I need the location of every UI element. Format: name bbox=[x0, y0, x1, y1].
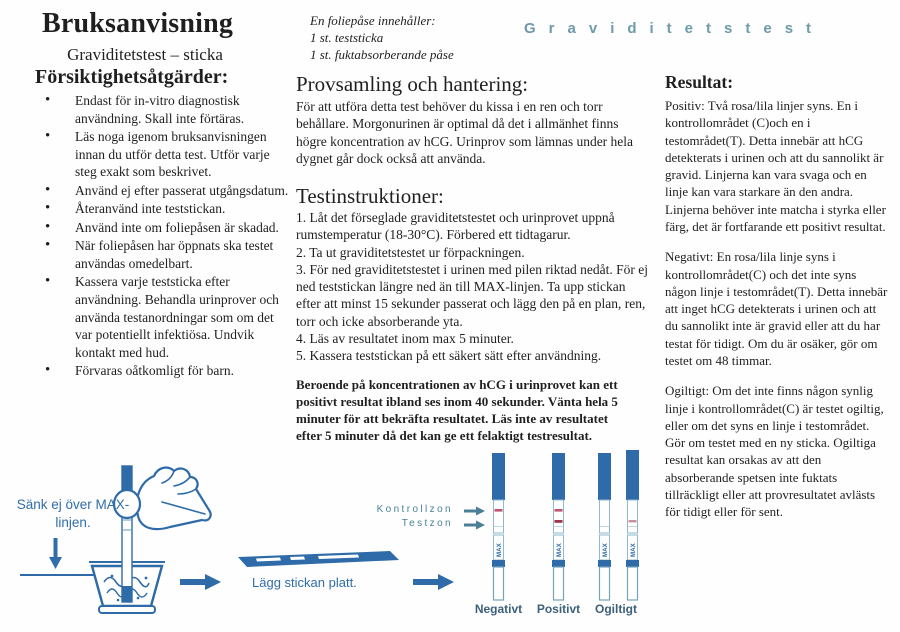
brand-wordmark: Graviditetstest bbox=[524, 20, 825, 37]
dipped-stick-illustration bbox=[122, 466, 132, 602]
right-arrow-icon bbox=[413, 574, 454, 590]
instruction-step: 3. För ned graviditetstestet i urinen med pilen riktad nedåt. För ej ned teststickan längre ned än till MAX-linjen. Ta upp stickan efter att minst 15 sekunder passerat och lägg den på en plan, ren, torr och icke absorberande yta. bbox=[296, 261, 649, 329]
results-section bbox=[665, 72, 889, 533]
package-contents-item: 1 st. teststicka bbox=[310, 30, 384, 46]
control-zone-arrow-icon bbox=[464, 507, 485, 516]
precautions-section bbox=[35, 66, 289, 381]
max-text: MAX bbox=[602, 543, 609, 557]
result-invalid-text: Ogiltigt: Om det inte finns någon synlig linje i kontrollområdet(C) är testet ogiltig, eller om det syns en linje i testområdet. Gör om testet med en ny sticka. Ogiltiga resultat kan orsakas av att den absorberande spetsen inte fuktats tillräckligt eller att provresultatet avlästs för tidigt eller för sent. bbox=[665, 383, 884, 520]
list-item: • Använd ej efter passerat utgångsdatum. bbox=[35, 182, 289, 200]
max-text: MAX bbox=[496, 543, 503, 557]
results-heading: Resultat: bbox=[665, 72, 734, 92]
flat-stick-illustration bbox=[238, 551, 399, 567]
control-line bbox=[495, 509, 503, 512]
strip-invalid-testline bbox=[626, 450, 639, 600]
instruction-step: 2. Ta ut graviditetstestet ur förpackningen. bbox=[296, 244, 525, 260]
list-item: • Använd inte om foliepåsen är skadad. bbox=[35, 219, 289, 237]
control-line bbox=[555, 509, 563, 512]
instructions-heading: Testinstruktioner: bbox=[296, 184, 444, 209]
result-positive-text: Positiv: Två rosa/lila linjer syns. En i kontrollområdet (C)och en i testområdet(T). Detta innebär att hCG detekterats i urinen och att du sannolikt är gravid. Linjerna kan vara svaga och en linje kan vara starkare än den andra. Linjerna behöver inte matcha i styrka eller färg, det är fortfarande ett positivt resultat. bbox=[665, 98, 886, 234]
test-line-faint bbox=[629, 520, 637, 522]
instruction-step: 4. Läs av resultatet inom max 5 minuter. bbox=[296, 330, 514, 346]
package-contents bbox=[310, 12, 454, 63]
strip-negative bbox=[492, 453, 505, 600]
list-item: • Återanvänd inte teststickan. bbox=[35, 200, 289, 218]
instruction-step: 1. Låt det förseglade graviditetstestet och urinprovet uppnå rumstemperatur (18-30°C). Förbered ett tidtagarur. bbox=[296, 210, 615, 243]
test-zone-arrow-icon bbox=[464, 521, 485, 530]
timing-note: Beroende på koncentrationen av hCG i urinprovet kan ett positivt resultat ibland ses inom 40 sekunder. Vänta hela 5 minuter för att bekräfta resultatet. Läs inte av resultatet efter 5 minuter då det kan ge ett felaktigt testresultat. bbox=[296, 377, 618, 444]
strip-positive bbox=[552, 453, 565, 600]
sampling-body: För att utföra detta test behöver du kissa i en ren och torr behållare. Morgonurinen är optimal då det i allmänhet finns högre koncentration av hCG. Urinprov som lämnas under hela dygnet går dock också att använda. bbox=[296, 99, 634, 166]
list-item: • Kassera varje teststicka efter användning. Behandla urinprover och använda testanordningar som om det var potentiellt infektiösa. Undvik kontakt med hud. bbox=[35, 273, 289, 361]
precautions-heading: Försiktighetsåtgärder: bbox=[35, 66, 229, 88]
max-text: MAX bbox=[630, 543, 637, 557]
sampling-heading: Provsamling och hantering: bbox=[296, 72, 529, 96]
strip-result-label: Ogiltigt bbox=[595, 602, 637, 616]
strip-invalid-blank bbox=[598, 453, 611, 600]
package-contents-item: 1 st. fuktabsorberande påse bbox=[310, 47, 454, 63]
control-zone-label: Kontrollzon bbox=[376, 504, 453, 515]
usage-diagram bbox=[0, 430, 660, 632]
list-item: • Förvaras oåtkomligt för barn. bbox=[35, 362, 289, 380]
flat-caption: Lägg stickan platt. bbox=[252, 575, 357, 590]
result-negative-text: Negativt: En rosa/lila linje syns i kontrollområdet(C) och det inte syns någon linje i testområdet(T). Detta innebär att inget hCG detekterats i urinen och att du sannolikt inte är gravid eller att du har testat för tidigt. Om du är osäker, gör om testet om 48 timmar. bbox=[665, 249, 888, 368]
list-item: • Endast för in-vitro diagnostisk användning. Skall inte förtäras. bbox=[35, 92, 289, 127]
list-item: • När foliepåsen har öppnats ska testet användas omedelbart. bbox=[35, 237, 289, 272]
strip-result-label: Negativt bbox=[474, 602, 523, 616]
test-zone-label: Testzon bbox=[401, 518, 453, 529]
right-arrow-icon bbox=[180, 574, 221, 590]
max-text: MAX bbox=[556, 543, 563, 557]
package-contents-intro: En foliepåse innehåller: bbox=[310, 13, 436, 28]
list-item: • Läs noga igenom bruksanvisningen innan du utför detta test. Utför varje steg exakt som beskrivet. bbox=[35, 128, 289, 181]
strip-result-label: Positivt bbox=[536, 602, 581, 616]
page-title: Bruksanvisning bbox=[42, 8, 234, 39]
test-line bbox=[555, 520, 563, 523]
page-subtitle: Graviditetstest – sticka bbox=[67, 45, 223, 64]
instruction-step: 5. Kassera teststickan på ett säkert sätt efter användning. bbox=[296, 348, 602, 364]
precautions-list bbox=[35, 92, 289, 380]
down-arrow-icon bbox=[49, 538, 62, 569]
dip-caption: Sänk ej över MAX-linjen. bbox=[16, 497, 130, 530]
middle-column bbox=[296, 72, 652, 458]
instructions-steps bbox=[296, 209, 652, 364]
